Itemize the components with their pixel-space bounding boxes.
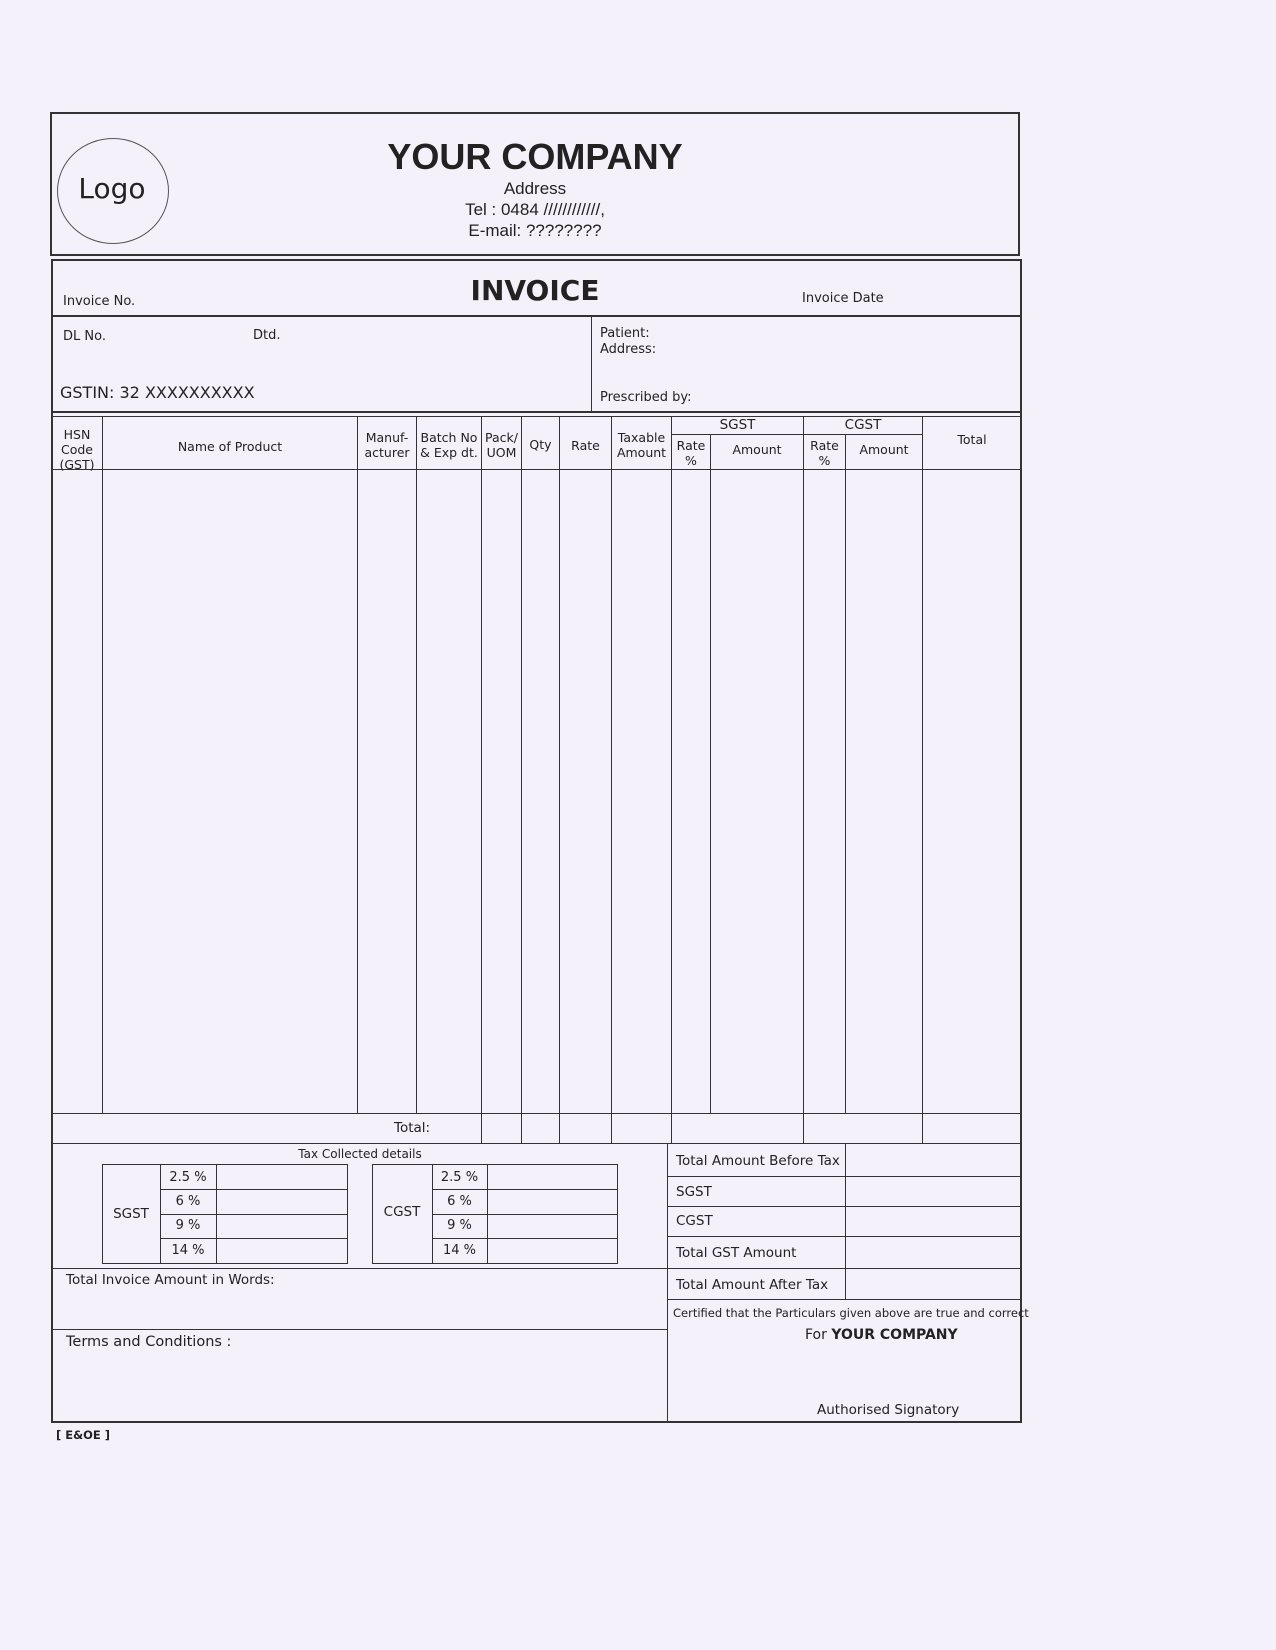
company-tel: Tel : 0484 ////////////,	[465, 200, 605, 219]
divider	[51, 1268, 1022, 1269]
divider	[432, 1189, 618, 1190]
divider	[671, 434, 922, 435]
col-rate-header: Rate	[571, 438, 600, 453]
divider	[845, 434, 846, 1113]
summary-before-tax-label: Total Amount Before Tax	[676, 1153, 840, 1169]
company-name: YOUR COMPANY	[387, 136, 683, 177]
col-total-header: Total	[957, 432, 987, 447]
dl-no-label: DL No.	[63, 329, 106, 344]
divider	[559, 416, 560, 1143]
summary-sgst-label: SGST	[676, 1184, 712, 1200]
divider	[432, 1238, 618, 1239]
sgst-tax-label: SGST	[113, 1206, 149, 1222]
sgst-rate-2-5: 2.5 %	[169, 1170, 207, 1185]
col-product-header: Name of Product	[177, 439, 283, 454]
divider	[51, 1143, 1022, 1144]
divider	[51, 1113, 1022, 1114]
cgst-rate-2-5: 2.5 %	[440, 1170, 479, 1185]
sgst-rate-14: 14 %	[171, 1243, 205, 1258]
cgst-rate-6: 6 %	[447, 1194, 472, 1209]
divider	[160, 1189, 348, 1190]
divider	[803, 416, 804, 1143]
divider	[51, 411, 1022, 413]
col-qty-header: Qty	[529, 437, 552, 452]
gstin: GSTIN: 32 XXXXXXXXXX	[60, 383, 255, 402]
col-hsn-header: HSN Code (GST)	[59, 427, 95, 472]
divider	[160, 1214, 348, 1215]
cgst-group-header: CGST	[844, 417, 882, 433]
divider	[432, 1214, 618, 1215]
divider	[591, 315, 592, 411]
summary-gst-total-label: Total GST Amount	[676, 1245, 797, 1261]
sgst-rate-9: 9 %	[175, 1218, 201, 1233]
divider	[357, 416, 358, 1113]
divider	[481, 416, 482, 1143]
form-code: [ E&OE ]	[56, 1428, 111, 1442]
summary-after-tax-label: Total Amount After Tax	[676, 1277, 829, 1293]
cgst-tax-label: CGST	[383, 1204, 421, 1220]
sgst-amount-header: Amount	[732, 442, 782, 457]
patient-address-label: Address:	[600, 342, 657, 357]
prescribed-by-label: Prescribed by:	[600, 390, 692, 405]
authorised-signatory: Authorised Signatory	[817, 1402, 960, 1418]
sgst-rate-header: Rate %	[676, 438, 706, 468]
divider	[51, 1329, 667, 1330]
divider	[102, 416, 103, 1113]
invoice-title: INVOICE	[470, 274, 600, 307]
divider	[611, 416, 612, 1143]
terms-label: Terms and Conditions :	[66, 1334, 232, 1350]
company-email: E-mail: ????????	[468, 221, 602, 240]
summary-cgst-label: CGST	[676, 1213, 713, 1229]
divider	[710, 434, 711, 1113]
dtd-label: Dtd.	[253, 328, 281, 343]
divider	[667, 1299, 1022, 1300]
company-address: Address	[503, 179, 567, 198]
col-batch-header: Batch No & Exp dt.	[420, 430, 478, 460]
col-pack-header: Pack/ UOM	[485, 430, 518, 460]
divider	[667, 1236, 1022, 1237]
amount-in-words-label: Total Invoice Amount in Words:	[66, 1272, 275, 1288]
tax-details-title: Tax Collected details	[298, 1147, 422, 1161]
for-company: For YOUR COMPANY	[805, 1327, 958, 1343]
divider	[51, 315, 1022, 317]
cgst-rate-9: 9 %	[447, 1218, 472, 1233]
cgst-amount-header: Amount	[859, 442, 909, 457]
divider	[671, 416, 672, 1143]
table-total-label: Total:	[394, 1120, 431, 1136]
patient-label: Patient:	[600, 326, 650, 341]
divider	[51, 469, 1022, 470]
divider	[667, 1176, 1022, 1177]
certification-text: Certified that the Particulars given above are true and correct	[673, 1306, 1029, 1320]
sgst-group-header: SGST	[719, 417, 756, 433]
sgst-rate-6: 6 %	[175, 1194, 201, 1209]
divider	[845, 1143, 846, 1299]
col-taxable-header: Taxable Amount	[616, 430, 667, 460]
divider	[667, 1206, 1022, 1207]
cgst-rate-header: Rate %	[810, 438, 839, 468]
divider	[416, 416, 417, 1113]
invoice-date-label: Invoice Date	[802, 291, 884, 306]
invoice-no-label: Invoice No.	[63, 294, 136, 309]
divider	[922, 416, 923, 1143]
divider	[667, 1143, 668, 1423]
divider	[521, 416, 522, 1143]
col-manufacturer-header: Manuf- acturer	[364, 430, 410, 460]
logo-text: Logo	[78, 172, 146, 205]
divider	[160, 1238, 348, 1239]
cgst-rate-14: 14 %	[442, 1243, 477, 1258]
